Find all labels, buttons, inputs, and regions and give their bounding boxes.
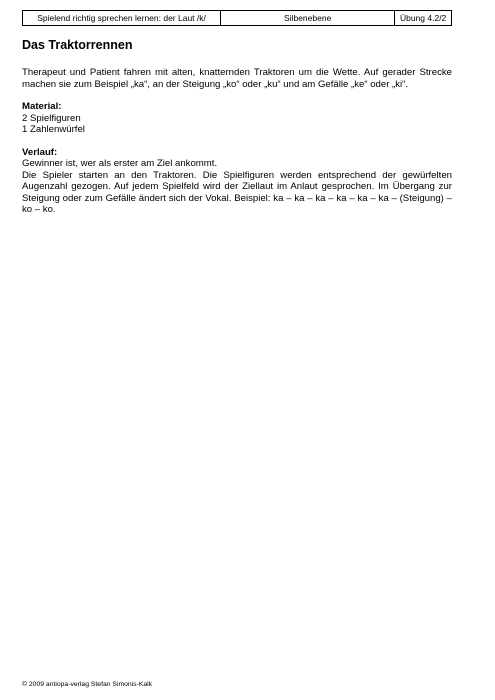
verlauf-goal: Gewinner ist, wer als erster am Ziel ankommt. xyxy=(22,158,218,169)
header-topic: Spielend richtig sprechen lernen: der Laut /k/ xyxy=(37,13,206,23)
material-item: 1 Zahlenwürfel xyxy=(22,124,85,135)
verlauf-section xyxy=(22,147,452,216)
verlauf-paragraph: Die Spieler starten an den Traktoren. Die Spielfiguren werden entsprechend der gewürfelten Augenzahl gezogen. Auf jedem Spielfeld wird der Ziellaut im Anlaut gesprochen. Im Übergang zur Steigung oder zum Gefälle ändert sich der Vokal. Beispiel: ka – ka – ka – ka – ka – ka – (Steigung) – ko – ko. xyxy=(22,169,452,215)
page-title: Das Traktorrennen xyxy=(22,38,133,52)
header-exercise-number: Übung 4.2/2 xyxy=(394,11,451,25)
copyright-footer: © 2009 antiopa-verlag Stefan Simonis-Kalk xyxy=(22,681,153,688)
header-table xyxy=(22,10,452,26)
verlauf-heading: Verlauf: xyxy=(22,146,58,158)
intro-paragraph: Therapeut und Patient fahren mit alten, knatternden Traktoren um die Wette. Auf gerader Strecke machen sie zum Beispiel „ka“, an der Steigung „ko“ oder „ku“ und am Gefälle „ke“ oder „ki“. xyxy=(22,67,452,90)
material-item: 2 Spielfiguren xyxy=(22,112,81,124)
intro-section xyxy=(22,67,452,90)
header-level: Silbenebene xyxy=(220,11,394,25)
document-body xyxy=(22,67,452,227)
material-heading: Material: xyxy=(22,101,62,112)
material-section xyxy=(22,101,452,136)
